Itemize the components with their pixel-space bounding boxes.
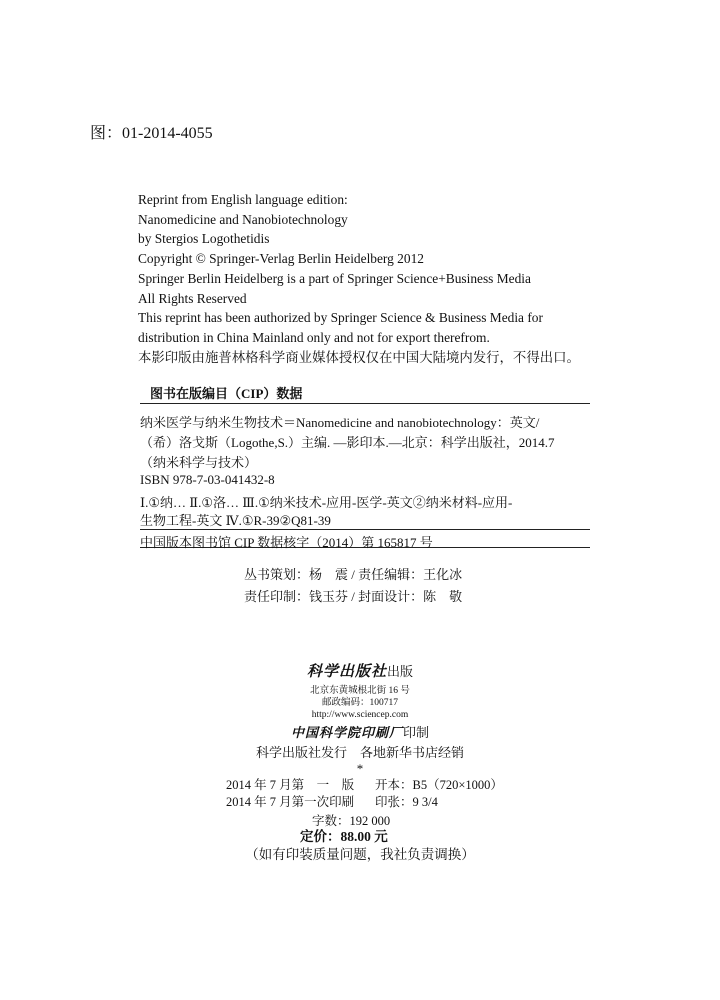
- cip-line: 纳米医学与纳米生物技术＝Nanomedicine and nanobiotechnology：英文/: [140, 415, 540, 430]
- edition-info: 2014 年 7 月第 一 版: [226, 778, 355, 792]
- reprint-line: This reprint has been authorized by Springer Science & Business Media for: [138, 310, 543, 326]
- publisher-block: [0, 662, 720, 776]
- cip-data-box: [140, 403, 590, 548]
- reprint-line: Nanomedicine and Nanobiotechnology: [138, 211, 348, 227]
- publisher-postcode: 邮政编码：100717: [321, 698, 398, 708]
- publisher-website: http://www.sciencep.com: [311, 710, 409, 720]
- publisher-address: 北京东黄城根北街 16 号: [310, 686, 410, 696]
- quality-notice: （如有印装质量问题，我社负责调换）: [245, 847, 475, 862]
- sheets-info: 印张：9 3/4: [375, 795, 438, 809]
- reprint-line: Copyright © Springer-Verlag Berlin Heidelberg 2012: [138, 251, 424, 267]
- cip-title: 图书在版编目（CIP）数据: [150, 386, 303, 401]
- cip-line: Ⅰ.①纳… Ⅱ.①洛… Ⅲ.①纳米技术-应用-医学-英文②纳米材料-应用-: [140, 495, 513, 510]
- cip-line: ISBN 978-7-03-041432-8: [140, 472, 275, 487]
- printing-info: 2014 年 7 月第一次印刷: [226, 795, 355, 809]
- cip-line: 生物工程-英文 Ⅳ.①R-39②Q81-39: [140, 513, 331, 528]
- printer-logo: 中国科学院印刷厂: [290, 726, 403, 741]
- cip-number: 中国版本图书馆 CIP 数据核字（2014）第 165817 号: [140, 535, 433, 550]
- reprint-line: Reprint from English language edition:: [138, 192, 348, 207]
- editorial-credits: [244, 564, 462, 608]
- cip-line: （纳米科学与技术）: [140, 455, 258, 470]
- printer-action: 印制: [403, 725, 430, 740]
- reprint-line: 本影印版由施普林格科学商业媒体授权仅在中国大陆境内发行，不得出口。: [138, 349, 580, 365]
- reprint-statement: [138, 190, 598, 367]
- format-info: 开本：B5（720×1000）: [375, 778, 503, 792]
- star-separator: *: [356, 761, 364, 776]
- price: 定价：88.00 元: [300, 829, 388, 844]
- publisher-logo: 科学出版社: [306, 662, 387, 680]
- reprint-line: Springer Berlin Heidelberg is a part of Springer Science+Business Media: [138, 270, 531, 286]
- reprint-line: by Stergios Logothetidis: [138, 231, 270, 247]
- cip-divider: [140, 529, 590, 530]
- registration-number: 图：01-2014-4055: [90, 125, 213, 142]
- reprint-line: All Rights Reserved: [138, 290, 247, 306]
- word-count: 字数：192 000: [312, 814, 391, 828]
- print-specs: [226, 777, 503, 811]
- credits-line: 丛书策划：杨 震 / 责任编辑：王化冰: [244, 567, 463, 582]
- distribution-line: 科学出版社发行 各地新华书店经销: [255, 745, 464, 760]
- reprint-line: distribution in China Mainland only and not for export therefrom.: [138, 329, 490, 345]
- publisher-action: 出版: [387, 664, 414, 679]
- cip-line: （希）洛戈斯（Logothe,S.）主编. —影印本.—北京：科学出版社，2014.7: [140, 435, 555, 450]
- credits-line: 责任印制：钱玉芬 / 封面设计：陈 敬: [244, 589, 463, 604]
